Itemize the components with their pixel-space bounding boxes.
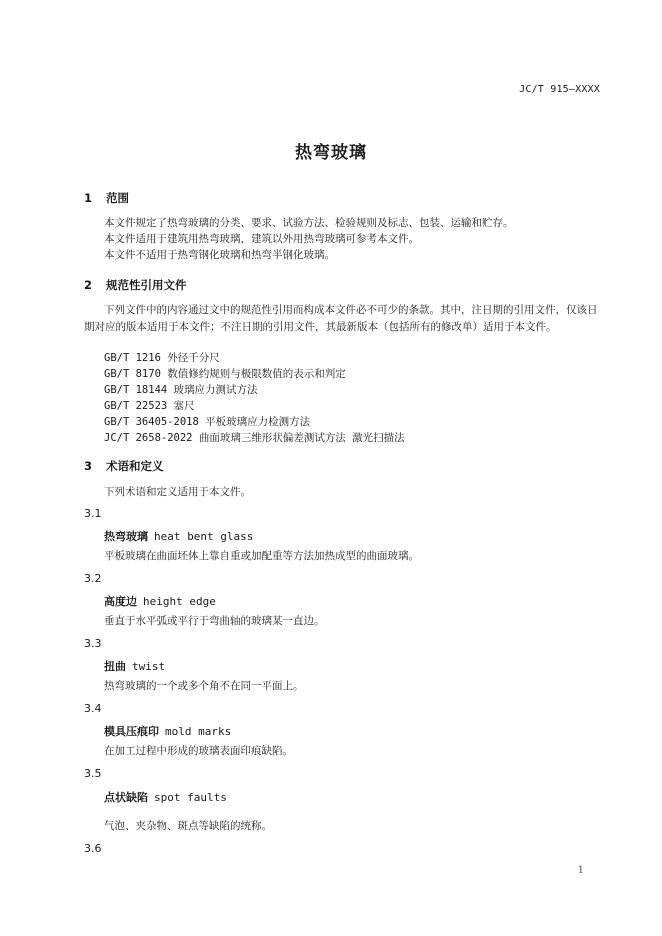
term-entry: [104, 789, 227, 805]
term-definition: 平板玻璃在曲面坯体上靠自重或加配重等方法加热成型的曲面玻璃。: [104, 550, 419, 562]
term-number: 3.2: [84, 572, 102, 585]
section-title: 范围: [106, 191, 130, 205]
term-entry: [104, 658, 165, 674]
reference-item: JC/T 2658-2022 曲面玻璃三维形状偏差测试方法 激光扫描法: [104, 432, 405, 444]
term-zh: 热弯玻璃: [104, 530, 148, 543]
term-number: 3.3: [84, 637, 102, 650]
term-zh: 点状缺陷: [104, 791, 148, 804]
section-number: 1: [84, 191, 93, 205]
section-1-heading: [84, 190, 129, 206]
reference-item: GB/T 8170 数值修约规则与极限数值的表示和判定: [104, 368, 346, 380]
term-definition: 热弯玻璃的一个或多个角不在同一平面上。: [104, 680, 304, 692]
normative-intro: 下列文件中的内容通过文中的规范性引用而构成本文件必不可少的条款。其中，注日期的引用文件，仅该日期对应的版本适用于本文件；不注日期的引用文件，其最新版本（包括所有的修改单）适用于本文件。: [84, 304, 598, 333]
term-zh: 模具压痕印: [104, 725, 159, 738]
term-en: twist: [132, 660, 166, 673]
term-definition: 在加工过程中形成的玻璃表面印痕缺陷。: [104, 745, 293, 757]
scope-line: 本文件不适用于热弯钢化玻璃和热弯半钢化玻璃。: [104, 249, 335, 261]
section-2-heading: [84, 277, 187, 293]
scope-line: 本文件规定了热弯玻璃的分类、要求、试验方法、检验规则及标志、包装、运输和贮存。: [104, 217, 514, 229]
page-number: 1: [577, 865, 584, 876]
term-en: height edge: [143, 595, 216, 608]
term-entry: [104, 528, 253, 544]
document-title: 热弯玻璃: [295, 143, 367, 163]
term-definition: 气泡、夹杂物、斑点等缺陷的统称。: [104, 820, 272, 832]
reference-item: GB/T 1216 外径千分尺: [104, 352, 220, 364]
term-zh: 扭曲: [104, 660, 126, 673]
standard-code: JC/T 915—XXXX: [519, 84, 600, 95]
reference-item: GB/T 18144 玻璃应力测试方法: [104, 384, 258, 396]
term-en: mold marks: [165, 725, 232, 738]
reference-item: GB/T 36405-2018 平板玻璃应力检测方法: [104, 416, 311, 428]
term-number: 3.5: [84, 767, 102, 780]
section-title: 规范性引用文件: [106, 278, 187, 292]
term-number: 3.6: [84, 842, 102, 855]
term-entry: [104, 723, 231, 739]
term-entry: [104, 593, 216, 609]
term-definition: 垂直于水平弧或平行于弯曲轴的玻璃某一直边。: [104, 615, 325, 627]
term-en: heat bent glass: [154, 530, 254, 543]
term-en: spot faults: [154, 791, 227, 804]
term-zh: 高度边: [104, 595, 137, 608]
section-title: 术语和定义: [106, 459, 164, 473]
terms-intro: 下列术语和定义适用于本文件。: [104, 486, 251, 498]
reference-item: GB/T 22523 塞尺: [104, 400, 195, 412]
section-number: 2: [84, 278, 93, 292]
scope-line: 本文件适用于建筑用热弯玻璃，建筑以外用热弯玻璃可参考本文件。: [104, 233, 419, 245]
section-number: 3: [84, 459, 93, 473]
term-number: 3.1: [84, 507, 102, 520]
section-3-heading: [84, 458, 164, 474]
term-number: 3.4: [84, 702, 102, 715]
